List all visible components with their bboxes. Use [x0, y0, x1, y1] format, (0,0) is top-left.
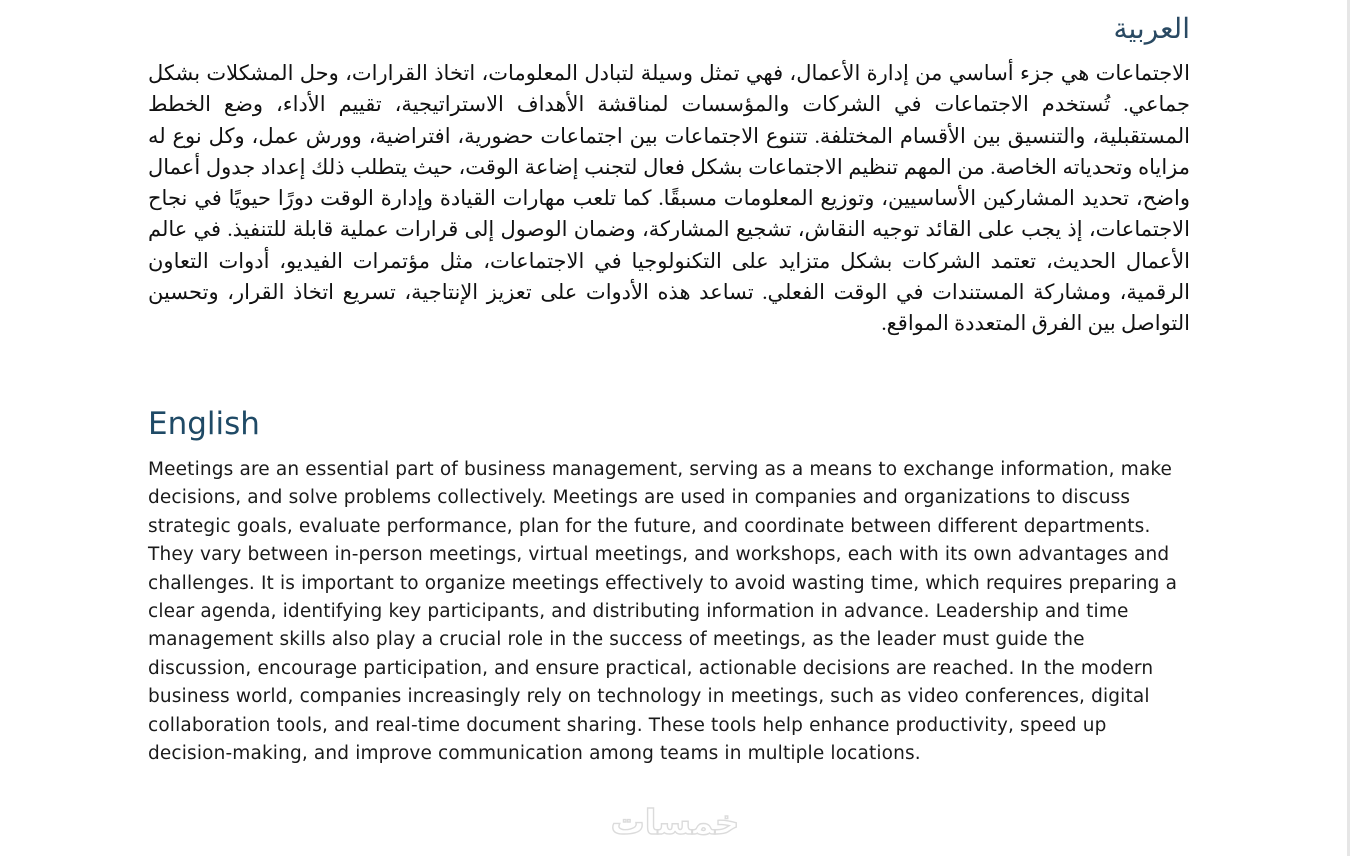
- english-heading: English: [148, 406, 260, 442]
- arabic-section: [148, 8, 1190, 340]
- arabic-heading: العربية: [1113, 14, 1190, 45]
- arabic-paragraph: الاجتماعات هي جزء أساسي من إدارة الأعمال، فهي تمثل وسيلة لتبادل المعلومات، اتخاذ القرارات، وحل المشكلات بشكل جماعي. تُستخدم الاجتماعات في الشركات والمؤسسات لمناقشة الأهداف الاستراتيجية، تقييم الأداء، وضع الخطط المستقبلية، والتنسيق بين الأقسام المختلفة. تتنوع الاجتماعات بين اجتماعات حضورية، افتراضية، وورش عمل، وكل نوع له مزاياه وتحدياته الخاصة. من المهم تنظيم الاجتماعات بشكل فعال لتجنب إضاعة الوقت، حيث يتطلب ذلك إعداد جدول أعمال واضح، تحديد المشاركين الأساسيين، وتوزيع المعلومات مسبقًا. كما تلعب مهارات القيادة وإدارة الوقت دورًا حيويًا في نجاح الاجتماعات، إذ يجب على القائد توجيه النقاش، تشجيع المشاركة، وضمان الوصول إلى قرارات عملية قابلة للتنفيذ. في عالم الأعمال الحديث، تعتمد الشركات بشكل متزايد على التكنولوجيا في الاجتماعات، مثل مؤتمرات الفيديو، أدوات التعاون الرقمية، ومشاركة المستندات في الوقت الفعلي. تساعد هذه الأدوات على تعزيز الإنتاجية، تسريع اتخاذ القرار، وتحسين التواصل بين الفرق المتعددة المواقع.: [148, 61, 1190, 336]
- english-paragraph: Meetings are an essential part of business management, serving as a means to exchange information, make decisions, and solve problems collectively. Meetings are used in companies and organizations to discuss strategic goals, evaluate performance, plan for the future, and coordinate between different departments. They vary between in-person meetings, virtual meetings, and workshops, each with its own advantages and challenges. It is important to organize meetings effectively to avoid wasting time, which requires preparing a clear agenda, identifying key participants, and distributing information in advance. Leadership and time management skills also play a crucial role in the success of meetings, as the leader must guide the discussion, encourage participation, and ensure practical, actionable decisions are reached. In the modern business world, companies increasingly rely on technology in meetings, such as video conferences, digital collaboration tools, and real-time document sharing. These tools help enhance productivity, speed up decision-making, and improve communication among teams in multiple locations.: [148, 459, 1178, 765]
- watermark-text: خمسات: [610, 803, 740, 843]
- english-section: [148, 402, 1190, 768]
- khamsat-watermark-logo: [560, 800, 790, 844]
